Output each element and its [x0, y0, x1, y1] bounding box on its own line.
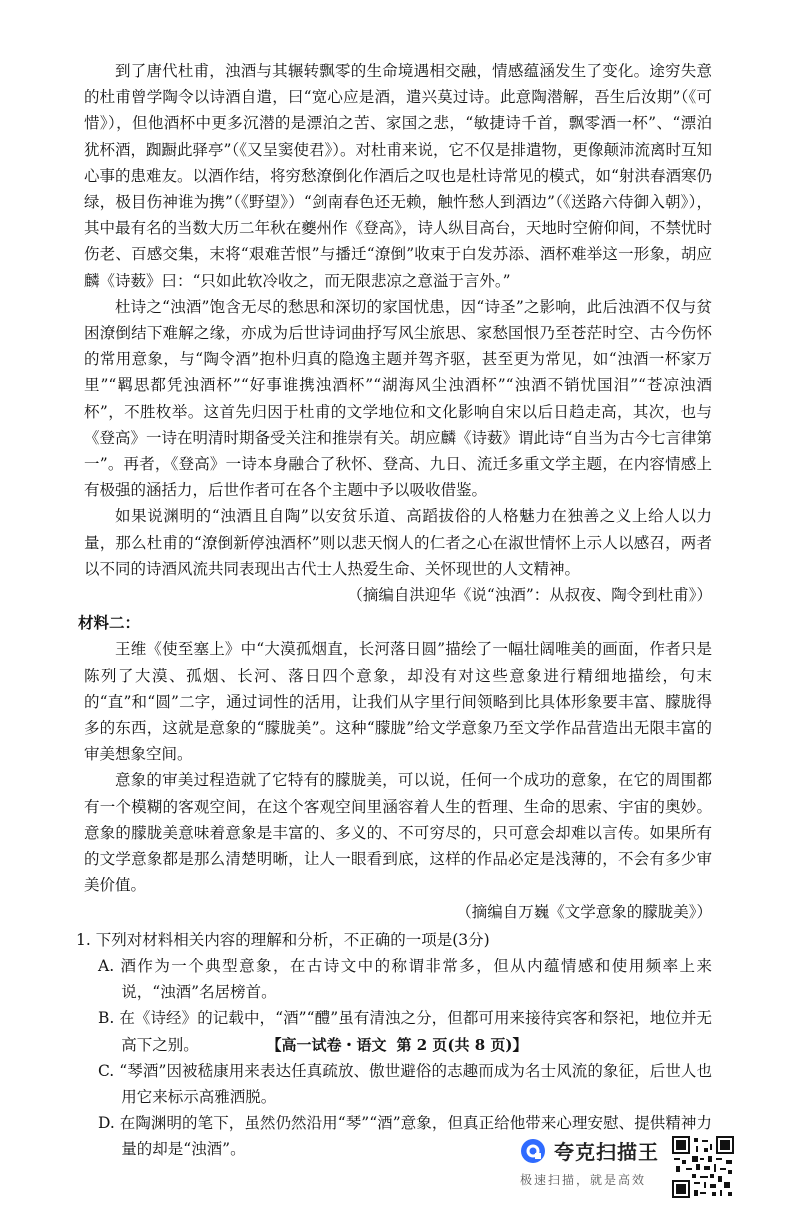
paragraph-m2-1: 王维《使至塞上》中“大漠孤烟直，长河落日圆”描绘了一幅壮阔唯美的画面，作者只是陈列了大漠、孤烟、长河、落日四个意象，却没有对这些意象进行精细地描绘，句末的“直”和“圆”二字，通过词性的活用，让我们从字里行间领略到比具体形象要丰富、朦胧得多的东西，这就是意象的“朦胧美”。这种“朦胧”给文学意象乃至文学作品营造出无限丰富的审美想象空间。 [84, 640, 712, 764]
citation-2: （摘编自万巍《文学意象的朦胧美》） [456, 902, 712, 921]
brand-slogan: 极速扫描，就是高效 [520, 1173, 647, 1187]
paragraph-m1-2: 杜诗之“浊酒”饱含无尽的愁思和深切的家国忧患，因“诗圣”之影响，此后浊酒不仅与贫困潦倒结下难解之缘，亦成为后世诗词曲抒写风尘旅思、家愁国恨乃至苍茫时空、古今伤怀的常用意象，与“陶令酒”抱朴归真的隐逸主题并驾齐驱，甚至更为常见，如“浊酒一杯家万里”“羁思都凭浊酒杯”“好事谁携浊酒杯”“湖海风尘浊酒杯”“浊酒不销忧国泪”“苍凉浊酒杯”，不胜枚举。这首先归因于杜甫的文学地位和文化影响自宋以后日趋走高，其次，也与《登高》一诗在明清时期备受关注和推崇有关。胡应麟《诗薮》谓此诗“自当为古今七言律第一”。再者，《登高》一诗本身融合了秋怀、登高、九日、流迁多重文学主题，在内容情感上有极强的涵括力，后世作者可在各个主题中予以吸收借鉴。 [84, 297, 712, 500]
option-a: A. 酒作为一个典型意象，在古诗文中的称谓非常多，但从内蕴情感和使用频率上来说，“浊酒”名居榜首。 [98, 956, 712, 1002]
paragraph-m1-1: 到了唐代杜甫，浊酒与其辗转飘零的生命境遇相交融，情感蕴涵发生了变化。途穷失意的杜甫曾学陶令以诗酒自遣，曰“宽心应是酒，遣兴莫过诗。此意陶潜解，吾生后汝期”（《可惜》），但他酒杯中更多沉潜的是漂泊之苦、家国之悲，“敏捷诗千首，飘零酒一杯”、“漂泊犹杯酒，踟蹰此驿亭”（《又呈窦使君》）。对杜甫来说，它不仅是排遣物，更像颠沛流离时互知心事的患难友。以酒作结，将穷愁潦倒化作酒后之叹也是杜诗常见的模式，如“射洪春酒寒仍绿，极目伤神谁为携”（《野望》）“剑南春色还无赖，触忤愁人到酒边”（《送路六侍御入朝》），其中最有名的当数大历二年秋在夔州作《登高》，诗人纵目高台，天地时空俯仰间，不禁忧时伤老、百感交集，末将“艰难苦恨”与播迁“潦倒”收束于白发苏添、酒杯难举这一形象，胡应麟《诗薮》曰：“只如此软冷收之，而无限悲凉之意溢于言外。” [84, 62, 712, 290]
brand-name: 夸克扫描王 [554, 1140, 659, 1164]
footer-page-number: 第 2 页(共 8 页)】 [396, 1036, 528, 1054]
footer-title: 【高一试卷・语文 [266, 1036, 387, 1054]
material-2-heading: 材料二： [78, 614, 141, 633]
scanner-watermark [520, 1136, 670, 1196]
paragraph-m1-3: 如果说渊明的“浊酒且自陶”以安贫乐道、高蹈拔俗的人格魅力在独善之义上给人以力量，那么杜甫的“潦倒新停浊酒杯”则以悲天悯人的仁者之心在淑世情怀上示人以感召，两者以不同的诗酒风流共同表现出古代士人热爱生命、关怀现世的人文精神。 [84, 507, 712, 578]
page-footer [0, 1034, 794, 1055]
paragraph-m2-2: 意象的审美过程造就了它特有的朦胧美，可以说，任何一个成功的意象，在它的周围都有一个模糊的客观空间，在这个客观空间里涵容着人生的哲理、生命的思索、宇宙的奥妙。意象的朦胧美意味着意象是丰富的、多义的、不可穷尽的，只可意会却难以言传。如果所有的文学意象都是那么清楚明晰，让人一眼看到底，这样的作品必定是浅薄的，不会有多少审美价值。 [84, 771, 712, 895]
option-c: C. “琴酒”因被嵇康用来表达任真疏放、傲世避俗的志趣而成为名士风流的象征，后世人也用它来标示高雅洒脱。 [98, 1061, 712, 1106]
main-content [76, 58, 712, 1163]
option-b: B. 在《诗经》的记载中，“酒”“醴”虽有清浊之分，但都可用来接待宾客和祭祀，地位并无高下之别。 [98, 1009, 712, 1054]
option-d: D. 在陶渊明的笔下，虽然仍然沿用“琴”“酒”意象，但真正给他带来心理安慰、提供精神力量的却是“浊酒”。 [98, 1114, 712, 1159]
question-1-stem: 1. 下列对材料相关内容的理解和分析，不正确的一项是(3分) [76, 930, 490, 949]
qr-code-icon [672, 1136, 734, 1198]
citation-1: （摘编自洪迎华《说“浊酒”：从叔夜、陶令到杜甫》） [347, 586, 712, 605]
quark-logo-icon [520, 1138, 546, 1164]
